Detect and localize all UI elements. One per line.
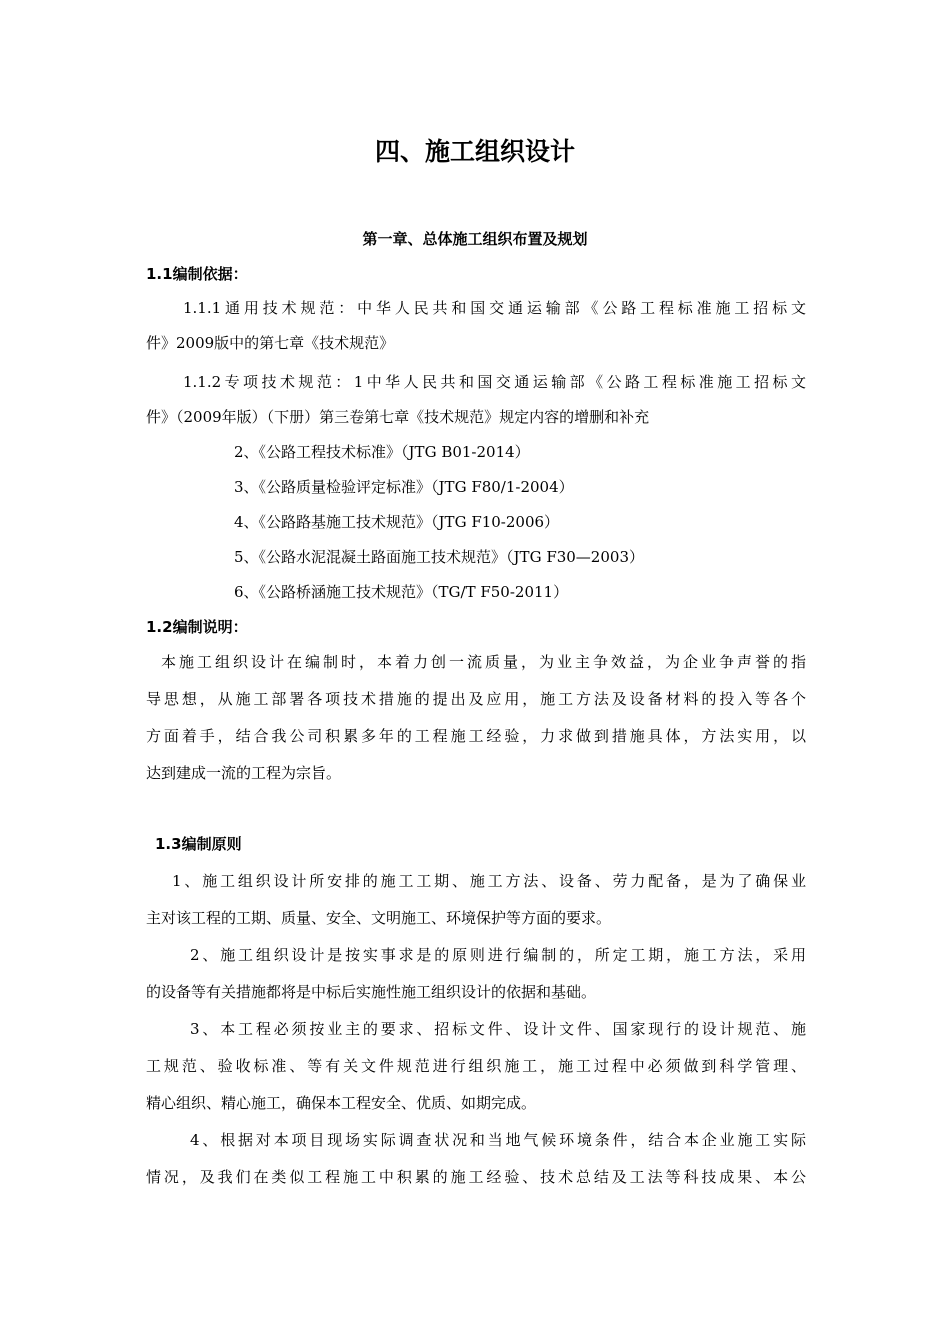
- paragraph-line: 1.1.2专项技术规范：1中华人民共和国交通运输部《公路工程标准施工招标文: [183, 373, 806, 391]
- reference-item: 3、《公路质量检验评定标准》（JTG F80/1-2004）: [234, 478, 574, 496]
- paragraph-line: 1.1.1通用技术规范：中华人民共和国交通运输部《公路工程标准施工招标文: [183, 299, 806, 317]
- section-heading-1-3: 1.3编制原则: [155, 835, 242, 853]
- paragraph-line: 1、施工组织设计所安排的施工工期、施工方法、设备、劳力配备，是为了确保业: [172, 872, 806, 890]
- document-title: 四、施工组织设计: [374, 137, 575, 166]
- paragraph-line: 件》（2009年版）（下册）第三卷第七章《技术规范》规定内容的增删和补充: [146, 408, 650, 426]
- reference-item: 5、《公路水泥混凝土路面施工技术规范》（JTG F30—2003）: [234, 548, 644, 566]
- paragraph-line: 方面着手，结合我公司积累多年的工程施工经验，力求做到措施具体，方法实用，以: [146, 727, 806, 745]
- reference-item: 6、《公路桥涵施工技术规范》（TG/T F50-2011）: [234, 583, 569, 601]
- paragraph-line: 情况，及我们在类似工程施工中积累的施工经验、技术总结及工法等科技成果、本公: [146, 1168, 806, 1186]
- paragraph-line: 导思想，从施工部署各项技术措施的提出及应用，施工方法及设备材料的投入等各个: [146, 690, 806, 708]
- paragraph-line: 主对该工程的工期、质量、安全、文明施工、环境保护等方面的要求。: [146, 909, 612, 927]
- reference-item: 4、《公路路基施工技术规范》（JTG F10-2006）: [234, 513, 560, 531]
- paragraph-line: 精心组织、精心施工，确保本工程安全、优质、如期完成。: [146, 1094, 537, 1112]
- chapter-heading: 第一章、总体施工组织布置及规划: [362, 230, 588, 248]
- paragraph-line: 3、本工程必须按业主的要求、招标文件、设计文件、国家现行的设计规范、施: [190, 1020, 806, 1038]
- paragraph-line: 工规范、验收标准、等有关文件规范进行组织施工，施工过程中必须做到科学管理、: [146, 1057, 806, 1075]
- paragraph-line: 2、施工组织设计是按实事求是的原则进行编制的，所定工期，施工方法，采用: [190, 946, 806, 964]
- paragraph-line: 4、根据对本项目现场实际调查状况和当地气候环境条件，结合本企业施工实际: [190, 1131, 806, 1149]
- section-heading-1-1: 1.1编制依据：: [146, 265, 248, 283]
- paragraph-line: 的设备等有关措施都将是中标后实施性施工组织设计的依据和基础。: [146, 983, 597, 1001]
- reference-item: 2、《公路工程技术标准》（JTG B01-2014）: [234, 443, 530, 461]
- section-heading-1-2: 1.2编制说明：: [146, 618, 248, 636]
- paragraph-line: 件》2009版中的第七章《技术规范》: [146, 334, 395, 352]
- paragraph-line: 本施工组织设计在编制时，本着力创一流质量，为业主争效益，为企业争声誉的指: [161, 653, 806, 671]
- paragraph-line: 达到建成一流的工程为宗旨。: [146, 764, 342, 782]
